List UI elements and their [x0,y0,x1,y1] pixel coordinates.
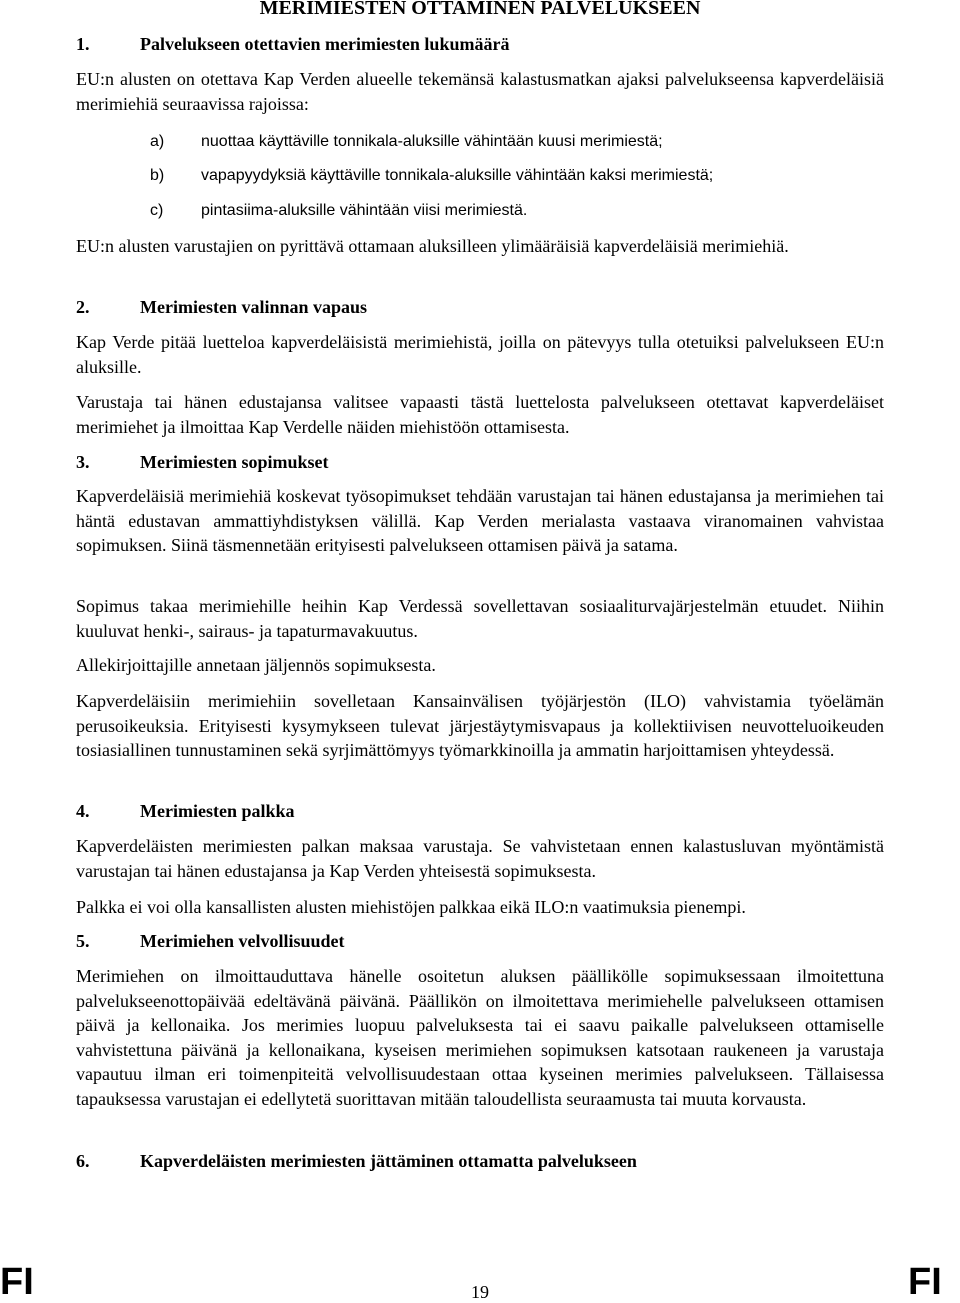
paragraph: Kapverdeläisten merimiesten palkan maksaa varustaja. Se vahvistetaan ennen kalastusluvan myöntämistä varustajan tai hänen edustajansa ja Kap Verden yhteisestä sopimuksesta. [76,836,884,881]
section-5-heading [76,929,344,953]
paragraph: Kapverdeläisiin merimiehiin sovelletaan Kansainvälisen työjärjestön (ILO) vahvistamia työelämän perusoikeuksia. Erityisesti kysymykseen tulevat järjestäytymisvapaus ja kollektiivisen neuvotteluoikeuden tosiasiallinen tunnustaminen sekä syrjimättömyys työmarkkinoilla ja ammatin harjoittamisen yhteydessä. [76,691,884,760]
section-title: Merimiesten sopimukset [140,452,329,472]
section-1-intro: EU:n alusten on otettava Kap Verden alueelle tekemänsä kalastusmatkan ajaksi palvelukseensa kapverdeläisiä merimiehiä seuraavissa rajoissa: [76,69,884,114]
footer-language-code-left: FI [0,1261,34,1303]
paragraph: Palkka ei voi olla kansallisten alusten miehistöjen palkkaa eikä ILO:n vaatimuksia pienempi. [76,897,746,917]
paragraph: Varustaja tai hänen edustajansa valitsee vapaasti tästä luettelosta palvelukseen otettavat kapverdeläiset merimiehet ja ilmoittaa Kap Verdelle näiden miehistöön ottamisesta. [76,392,884,437]
section-number: 6. [76,1151,90,1171]
list-label: c) [150,202,164,219]
paragraph: Allekirjoittajille annetaan jäljennös sopimuksesta. [76,655,436,675]
paragraph: Merimiehen on ilmoittauduttava hänelle osoitetun aluksen päällikölle sopimuksessaan ilmoitettuna palvelukseenottopäivää edeltävänä päivänä. Päällikön on ilmoitettava merimiehelle palvelukseen ottamisen päivä ja kellonaika. Jos merimies luopuu palveluksesta tai ei saavu paikalle palvelukseen ottamiselle vahvistettuna päivänä ja kellonaikana, kyseisen merimiehen sopimuksen katsotaan raukeneen ja varustaja vapautuu ilman eri toimenpiteitä velvollisuudestaan ottaa kyseinen merimies palvelukseen. Tällaisessa tapauksessa varustajan ei edellytetä suorittavan mitään taloudellista seuraamusta tai muuta korvausta. [76,966,884,1109]
list-text: pintasiima-aluksille vähintään viisi merimiestä. [201,202,528,219]
paragraph: Kapverdeläisiä merimiehiä koskevat työsopimukset tehdään varustajan tai hänen edustajansa ja merimiehen tai häntä edustavan ammattiyhdistyksen välillä. Kap Verden merialasta vastaava viranomainen vahvistaa sopimuksen. Siinä täsmennetään erityisesti palvelukseen ottamisen päivä ja satama. [76,486,884,555]
section-number: 4. [76,801,90,821]
page-number: 19 [471,1282,489,1302]
list-label: a) [150,133,165,150]
paragraph: Kap Verde pitää luetteloa kapverdeläisistä merimiehistä, joilla on pätevyys tulla otetuiksi palvelukseen EU:n aluksille. [76,332,884,377]
section-number: 1. [76,34,90,54]
section-4-heading [76,799,295,823]
section-title: Merimiesten palkka [140,801,295,821]
document-title: MERIMIESTEN OTTAMINEN PALVELUKSEEN [259,0,701,19]
list-text: vapapyydyksiä käyttäville tonnikala-aluksille vähintään kaksi merimiestä; [201,167,714,184]
paragraph: Sopimus takaa merimiehille heihin Kap Verdessä sovellettavan sosiaaliturvajärjestelmän etuudet. Niihin kuuluvat henki-, sairaus- ja tapaturmavakuutus. [76,596,884,641]
section-1-heading [76,32,509,56]
section-2-heading [76,295,367,319]
section-1-outro: EU:n alusten varustajien on pyrittävä ottamaan aluksilleen ylimääräisiä kapverdeläisiä merimiehiä. [76,236,789,256]
section-number: 5. [76,931,90,951]
section-title: Palvelukseen otettavien merimiesten lukumäärä [140,34,510,54]
section-number: 3. [76,452,90,472]
section-title: Merimiesten valinnan vapaus [140,297,368,317]
list-text: nuottaa käyttäville tonnikala-aluksille vähintään kuusi merimiestä; [201,133,663,150]
section-number: 2. [76,297,90,317]
footer-language-code-right: FI [908,1261,942,1303]
section-title: Kapverdeläisten merimiesten jättäminen ottamatta palvelukseen [140,1151,637,1171]
section-3-heading [76,450,328,474]
list-label: b) [150,167,165,184]
section-title: Merimiehen velvollisuudet [140,931,345,951]
section-6-heading [76,1149,637,1173]
